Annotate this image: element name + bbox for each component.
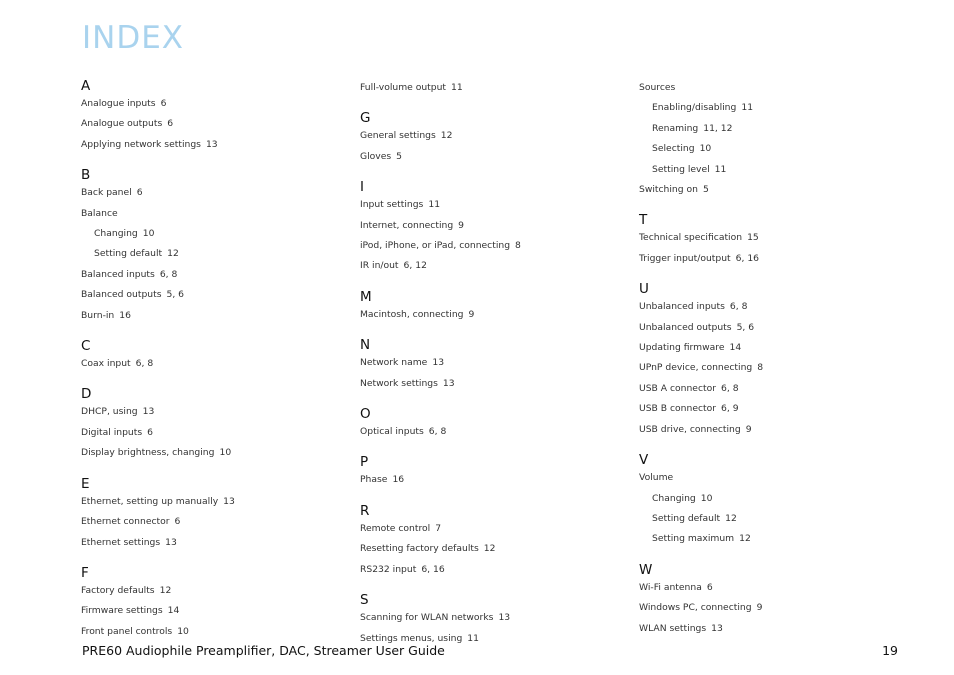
index-entry: [360, 256, 620, 276]
index-entry: [639, 338, 899, 358]
group-spacer: [639, 200, 899, 212]
index-subentry: [639, 529, 899, 549]
index-column-3: [639, 78, 899, 639]
entry-term: USB B connector: [639, 403, 717, 415]
group-spacer: [360, 442, 620, 454]
entry-term: USB drive, connecting: [639, 423, 741, 435]
index-letter-heading: A: [81, 78, 91, 94]
index-group: [81, 374, 341, 463]
index-entry: [360, 539, 620, 559]
group-spacer: [360, 580, 620, 592]
group-spacer: [360, 394, 620, 406]
entry-term: RS232 input: [360, 563, 417, 575]
entry-term: UPnP device, connecting: [639, 362, 753, 374]
index-entry: [639, 78, 899, 98]
entry-term: Changing: [652, 492, 696, 504]
entry-page-ref: 13: [442, 377, 455, 389]
entry-page-ref: 6, 8: [135, 358, 154, 370]
entry-page-ref: 5, 6: [736, 321, 755, 333]
group-spacer: [360, 98, 620, 110]
entry-term: Wi-Fi antenna: [639, 581, 702, 593]
entry-page-ref: 10: [219, 447, 232, 459]
entry-term: Trigger input/output: [639, 252, 731, 264]
entry-page-ref: 10: [699, 143, 712, 155]
entry-page-ref: 12: [725, 512, 737, 524]
group-spacer: [81, 464, 341, 476]
index-letter-heading: U: [639, 281, 649, 298]
entry-term: iPod, iPhone, or iPad, connecting: [360, 240, 511, 252]
entry-page-ref: 11: [714, 163, 727, 175]
group-spacer: [360, 491, 620, 503]
entry-page-ref: 13: [205, 138, 218, 150]
entry-term: Volume: [639, 472, 674, 484]
entry-term: Phase: [360, 474, 388, 486]
index-letter-heading: R: [360, 502, 370, 519]
entry-term: Gloves: [360, 150, 392, 162]
entry-page-ref: 8: [515, 240, 521, 252]
index-group: [639, 550, 899, 639]
entry-page-ref: 6: [147, 426, 153, 438]
index-group: [360, 580, 620, 649]
index-entry: [360, 519, 620, 539]
index-group: [81, 78, 341, 155]
entry-page-ref: 6, 12: [403, 260, 427, 272]
index-entry: [639, 619, 899, 639]
entry-term: Setting level: [652, 163, 710, 175]
index-entry: [81, 204, 341, 224]
entry-term: USB A connector: [639, 382, 717, 394]
entry-term: DHCP, using: [81, 406, 138, 418]
entry-page-ref: 13: [142, 406, 155, 418]
index-entry: [81, 581, 341, 601]
entry-term: Balanced outputs: [81, 289, 162, 301]
index-group: [81, 155, 341, 326]
entry-term: Resetting factory defaults: [360, 543, 479, 555]
index-entry: [639, 468, 899, 488]
index-entry: [81, 443, 341, 463]
index-entry: [639, 399, 899, 419]
index-column-1: [81, 78, 341, 642]
entry-page-ref: 5: [702, 184, 709, 196]
index-entry: [81, 265, 341, 285]
entry-term: Display brightness, changing: [81, 447, 215, 459]
group-spacer: [360, 167, 620, 179]
index-group: [360, 277, 620, 325]
index-group: [360, 98, 620, 167]
entry-term: Optical inputs: [360, 426, 424, 438]
group-spacer: [639, 269, 899, 281]
entry-page-ref: 6: [160, 98, 167, 109]
index-subentry: [639, 489, 899, 509]
entry-page-ref: 6: [167, 118, 174, 130]
index-group: [360, 325, 620, 394]
index-entry: [81, 285, 341, 305]
entry-page-ref: 6, 8: [159, 268, 178, 280]
index-entry: [81, 423, 341, 443]
index-entry: [360, 608, 620, 628]
entry-page-ref: 12: [159, 584, 172, 596]
entry-page-ref: 12: [483, 543, 496, 555]
index-group: [360, 394, 620, 442]
group-spacer: [81, 155, 341, 167]
entry-term: Technical specification: [639, 232, 743, 244]
entry-page-ref: 12: [167, 248, 179, 260]
entry-page-ref: 9: [756, 602, 763, 614]
group-spacer: [360, 325, 620, 337]
index-subentry: [81, 224, 341, 244]
index-entry: [81, 512, 341, 532]
index-letter-heading: W: [639, 561, 653, 578]
index-group: [81, 464, 341, 553]
entry-term: Scanning for WLAN networks: [360, 612, 494, 624]
entry-term: Network name: [360, 357, 428, 369]
index-entry: [639, 180, 899, 200]
index-entry: [360, 236, 620, 256]
entry-term: Network settings: [360, 377, 438, 389]
index-letter-heading: D: [81, 386, 92, 403]
index-entry: [81, 622, 341, 642]
index-entry: [81, 183, 341, 203]
page-number: 19: [882, 643, 898, 658]
entry-term: General settings: [360, 130, 436, 142]
entry-page-ref: 14: [167, 605, 180, 617]
entry-term: Analogue outputs: [81, 118, 163, 130]
index-letter-heading: G: [360, 110, 371, 127]
entry-page-ref: 10: [142, 228, 155, 240]
index-entry: [639, 420, 899, 440]
index-letter-heading: E: [81, 475, 90, 492]
index-entry: [639, 578, 899, 598]
group-spacer: [639, 440, 899, 452]
entry-term: Firmware settings: [81, 605, 163, 617]
index-entry: [81, 402, 341, 422]
entry-page-ref: 13: [498, 612, 511, 624]
index-entry: [360, 353, 620, 373]
entry-term: Balance: [81, 207, 118, 219]
entry-term: Balanced inputs: [81, 268, 155, 280]
entry-term: IR in/out: [360, 260, 399, 272]
index-letter-heading: B: [81, 167, 91, 184]
entry-page-ref: 6, 8: [729, 301, 748, 313]
entry-page-ref: 13: [223, 495, 235, 507]
entry-page-ref: 9: [468, 308, 475, 320]
entry-page-ref: 16: [392, 474, 405, 486]
entry-term: Switching on: [639, 184, 698, 196]
entry-term: Input settings: [360, 199, 424, 211]
entry-term: Setting default: [94, 248, 163, 260]
index-entry: [81, 533, 341, 553]
index-subentry: [639, 509, 899, 529]
entry-term: Front panel controls: [81, 625, 173, 637]
entry-page-ref: 10: [700, 492, 713, 504]
index-letter-heading: N: [360, 337, 371, 354]
index-group: [81, 553, 341, 642]
entry-term: Ethernet, setting up manually: [81, 495, 219, 507]
entry-term: Full-volume output: [360, 82, 447, 93]
entry-page-ref: 6, 16: [421, 563, 445, 575]
index-entry: [639, 249, 899, 269]
entry-term: Setting default: [652, 512, 721, 524]
entry-term: Ethernet connector: [81, 516, 170, 528]
index-group: [360, 167, 620, 277]
entry-page-ref: 13: [711, 622, 723, 634]
index-entry: [639, 318, 899, 338]
index-group: [639, 269, 899, 440]
entry-page-ref: 6, 8: [428, 426, 447, 438]
index-subentry: [639, 119, 899, 139]
index-group: [360, 442, 620, 490]
entry-page-ref: 13: [165, 536, 177, 548]
index-group: [360, 491, 620, 580]
index-group: [639, 78, 899, 200]
entry-term: Ethernet settings: [81, 536, 161, 548]
entry-page-ref: 5, 6: [166, 289, 185, 301]
index-entry: [81, 601, 341, 621]
index-entry: [360, 374, 620, 394]
entry-term: Enabling/disabling: [652, 102, 737, 114]
index-letter-heading: P: [360, 454, 369, 471]
entry-page-ref: 11: [741, 102, 754, 114]
group-spacer: [81, 326, 341, 338]
index-subentry: [639, 139, 899, 159]
group-spacer: [360, 277, 620, 289]
entry-term: Applying network settings: [81, 138, 201, 150]
entry-page-ref: 14: [729, 342, 742, 354]
index-group: [81, 326, 341, 374]
entry-page-ref: 12: [739, 533, 751, 545]
index-entry: [360, 147, 620, 167]
index-letter-heading: I: [360, 179, 364, 196]
index-letter-heading: M: [360, 288, 372, 305]
index-entry: [360, 126, 620, 146]
index-column-2: [360, 78, 620, 649]
index-letter-heading: S: [360, 592, 369, 609]
entry-page-ref: 11: [451, 82, 463, 93]
footer-doc-title: PRE60 Audiophile Preamplifier, DAC, Streamer User Guide: [82, 643, 445, 658]
entry-page-ref: 15: [747, 232, 759, 244]
entry-term: Renaming: [652, 122, 699, 134]
index-entry: [639, 228, 899, 248]
entry-page-ref: 13: [432, 357, 445, 369]
entry-term: Windows PC, connecting: [639, 602, 752, 614]
entry-term: Changing: [94, 228, 138, 240]
index-letter-heading: F: [81, 564, 89, 581]
entry-page-ref: 11: [428, 199, 441, 211]
index-entry: [81, 492, 341, 512]
entry-page-ref: 6: [706, 581, 713, 593]
index-entry: [81, 306, 341, 326]
entry-page-ref: 9: [745, 423, 752, 435]
group-spacer: [639, 550, 899, 562]
entry-page-ref: 6, 9: [721, 403, 739, 415]
entry-page-ref: 12: [440, 130, 453, 142]
index-subentry: [639, 160, 899, 180]
entry-page-ref: 8: [757, 362, 764, 374]
index-entry: [360, 305, 620, 325]
page-title: INDEX: [82, 20, 185, 56]
entry-term: WLAN settings: [639, 622, 707, 634]
entry-term: Digital inputs: [81, 426, 143, 438]
index-entry: [81, 135, 341, 155]
index-group: [639, 440, 899, 550]
entry-page-ref: 5: [396, 150, 403, 162]
index-entry: [639, 297, 899, 317]
entry-page-ref: 6: [174, 516, 181, 528]
entry-term: Updating firmware: [639, 342, 725, 354]
entry-term: Burn-in: [81, 309, 115, 321]
index-entry: [639, 598, 899, 618]
index-entry: [81, 94, 341, 114]
group-spacer: [81, 553, 341, 565]
entry-page-ref: 6, 16: [735, 252, 760, 264]
entry-term: Unbalanced outputs: [639, 321, 732, 333]
index-letter-heading: V: [639, 452, 649, 469]
entry-term: Coax input: [81, 358, 131, 370]
index-subentry: [81, 244, 341, 264]
index-entry: [360, 560, 620, 580]
entry-page-ref: 16: [119, 309, 131, 321]
entry-term: Selecting: [652, 143, 695, 155]
index-entry: [360, 470, 620, 490]
index-entry: [360, 216, 620, 236]
index-entry: [81, 354, 341, 374]
entry-term: Back panel: [81, 187, 132, 199]
entry-term: Sources: [639, 82, 676, 93]
index-entry: [360, 195, 620, 215]
entry-page-ref: 10: [177, 625, 189, 637]
entry-term: Setting maximum: [652, 533, 735, 545]
index-entry: [360, 422, 620, 442]
index-entry: [639, 379, 899, 399]
entry-page-ref: 6, 8: [721, 382, 739, 394]
index-letter-heading: O: [360, 406, 371, 423]
index-entry: [81, 114, 341, 134]
entry-term: Settings menus, using: [360, 632, 463, 644]
index-letter-heading: C: [81, 338, 91, 355]
entry-page-ref: 11: [467, 632, 479, 644]
entry-page-ref: 7: [435, 522, 442, 534]
entry-page-ref: 11, 12: [703, 122, 733, 134]
entry-term: Macintosh, connecting: [360, 308, 464, 320]
index-letter-heading: T: [639, 212, 648, 229]
index-entry: [360, 78, 620, 98]
index-subentry: [639, 98, 899, 118]
entry-term: Unbalanced inputs: [639, 301, 725, 313]
entry-term: Factory defaults: [81, 584, 155, 596]
group-spacer: [81, 374, 341, 386]
entry-page-ref: 6: [136, 187, 143, 199]
entry-page-ref: 9: [458, 219, 465, 231]
entry-term: Remote control: [360, 522, 431, 534]
index-entry: [639, 358, 899, 378]
entry-term: Analogue inputs: [81, 98, 156, 109]
entry-term: Internet, connecting: [360, 219, 454, 231]
index-group: [639, 200, 899, 269]
index-group: [360, 78, 620, 98]
